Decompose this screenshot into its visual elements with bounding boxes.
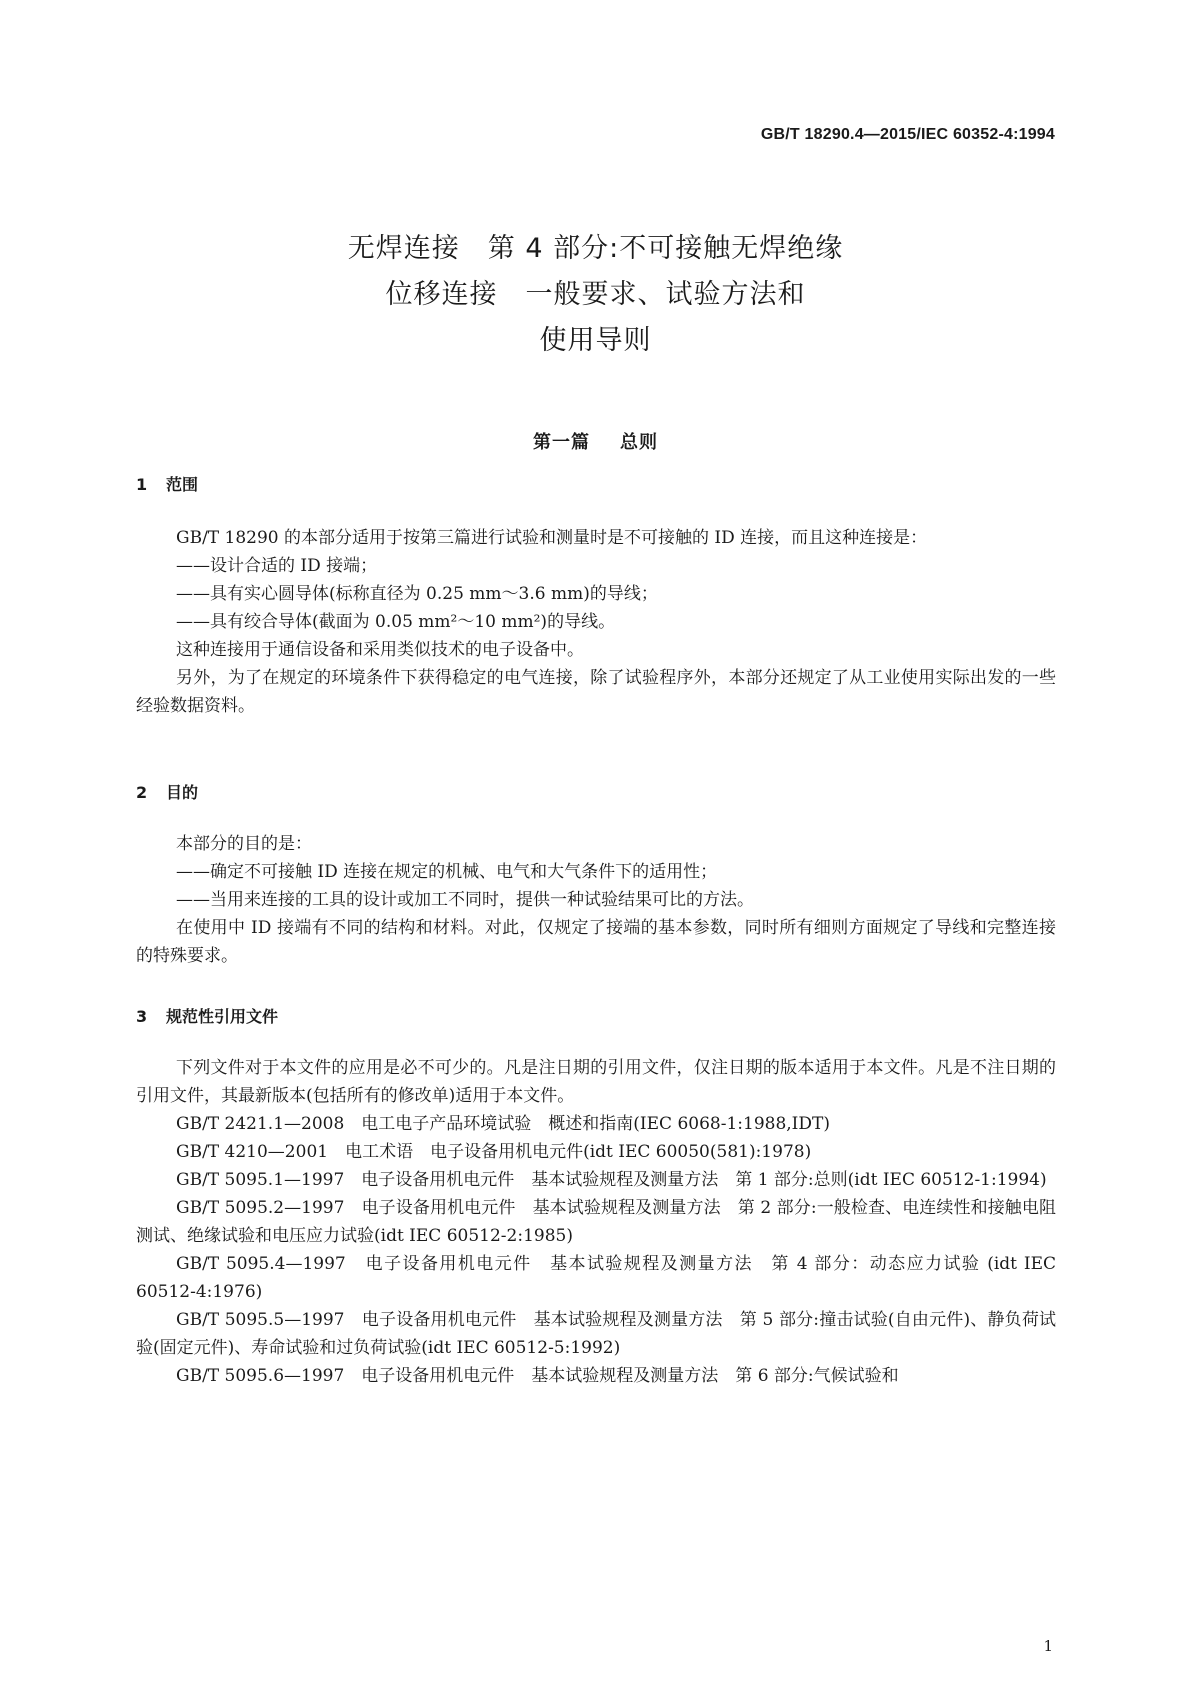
section-1-body bbox=[136, 524, 1056, 720]
paragraph: 这种连接用于通信设备和采用类似技术的电子设备中。 bbox=[176, 640, 584, 660]
reference-item: GB/T 5095.4—1997 电子设备用机电元件 基本试验规程及测量方法 第 4 部分：动态应力试验 (idt IEC 60512-4:1976) bbox=[136, 1254, 1056, 1302]
section-title: 范围 bbox=[166, 475, 199, 494]
reference-item: GB/T 4210—2001 电工术语 电子设备用机电元件(idt IEC 60050(581):1978) bbox=[176, 1142, 812, 1162]
standard-code: GB/T 18290.4—2015/IEC 60352-4:1994 bbox=[760, 126, 1055, 143]
section-1-heading bbox=[136, 472, 198, 495]
section-2-heading bbox=[136, 780, 198, 803]
list-item: ——具有实心圆导体(标称直径为 0.25 mm～3.6 mm)的导线； bbox=[176, 584, 658, 604]
list-item: ——具有绞合导体(截面为 0.05 mm²～10 mm²)的导线。 bbox=[176, 612, 616, 632]
reference-item: GB/T 2421.1—2008 电工电子产品环境试验 概述和指南(IEC 6068-1:1988,IDT) bbox=[176, 1114, 830, 1134]
section-2-body bbox=[136, 830, 1056, 970]
section-number: 2 bbox=[136, 783, 148, 802]
reference-item: GB/T 5095.2—1997 电子设备用机电元件 基本试验规程及测量方法 第 2 部分:一般检查、电连续性和接触电阻测试、绝缘试验和电压应力试验(idt IEC 60512-2:1985) bbox=[136, 1198, 1056, 1246]
part-title bbox=[0, 428, 1191, 454]
list-item: ——确定不可接触 ID 连接在规定的机械、电气和大气条件下的适用性； bbox=[176, 862, 718, 882]
document-title bbox=[0, 226, 1191, 364]
list-item: ——当用来连接的工具的设计或加工不同时，提供一种试验结果可比的方法。 bbox=[176, 890, 754, 910]
section-number: 3 bbox=[136, 1007, 148, 1026]
paragraph: GB/T 18290 的本部分适用于按第三篇进行试验和测量时是不可接触的 ID 连接，而且这种连接是： bbox=[176, 528, 928, 548]
reference-item: GB/T 5095.1—1997 电子设备用机电元件 基本试验规程及测量方法 第 1 部分:总则(idt IEC 60512-1:1994) bbox=[176, 1170, 1047, 1190]
reference-item: GB/T 5095.5—1997 电子设备用机电元件 基本试验规程及测量方法 第 5 部分:撞击试验(自由元件)、静负荷试验(固定元件)、寿命试验和过负荷试验(idt IEC 60512-5:1992) bbox=[136, 1310, 1056, 1358]
section-3-heading bbox=[136, 1004, 278, 1027]
list-item: ——设计合适的 ID 接端； bbox=[176, 556, 378, 576]
reference-item: GB/T 5095.6—1997 电子设备用机电元件 基本试验规程及测量方法 第 6 部分:气候试验和 bbox=[176, 1366, 899, 1386]
part-label: 第一篇 bbox=[533, 432, 590, 453]
section-number: 1 bbox=[136, 475, 148, 494]
title-line-1: 无焊连接 第 4 部分:不可接触无焊绝缘 bbox=[347, 233, 844, 264]
paragraph: 下列文件对于本文件的应用是必不可少的。凡是注日期的引用文件，仅注日期的版本适用于本文件。凡是不注日期的引用文件，其最新版本(包括所有的修改单)适用于本文件。 bbox=[136, 1058, 1056, 1106]
title-line-3: 使用导则 bbox=[539, 325, 652, 356]
section-title: 规范性引用文件 bbox=[166, 1007, 279, 1026]
section-3-body bbox=[136, 1054, 1056, 1390]
title-line-2: 位移连接 一般要求、试验方法和 bbox=[385, 279, 806, 310]
paragraph: 本部分的目的是： bbox=[176, 834, 312, 854]
part-name: 总则 bbox=[620, 432, 658, 453]
paragraph: 另外，为了在规定的环境条件下获得稳定的电气连接，除了试验程序外，本部分还规定了从工业使用实际出发的一些经验数据资料。 bbox=[136, 668, 1056, 716]
page-number: 1 bbox=[1043, 1637, 1053, 1655]
paragraph: 在使用中 ID 接端有不同的结构和材料。对此，仅规定了接端的基本参数，同时所有细则方面规定了导线和完整连接的特殊要求。 bbox=[136, 918, 1056, 966]
section-title: 目的 bbox=[166, 783, 199, 802]
